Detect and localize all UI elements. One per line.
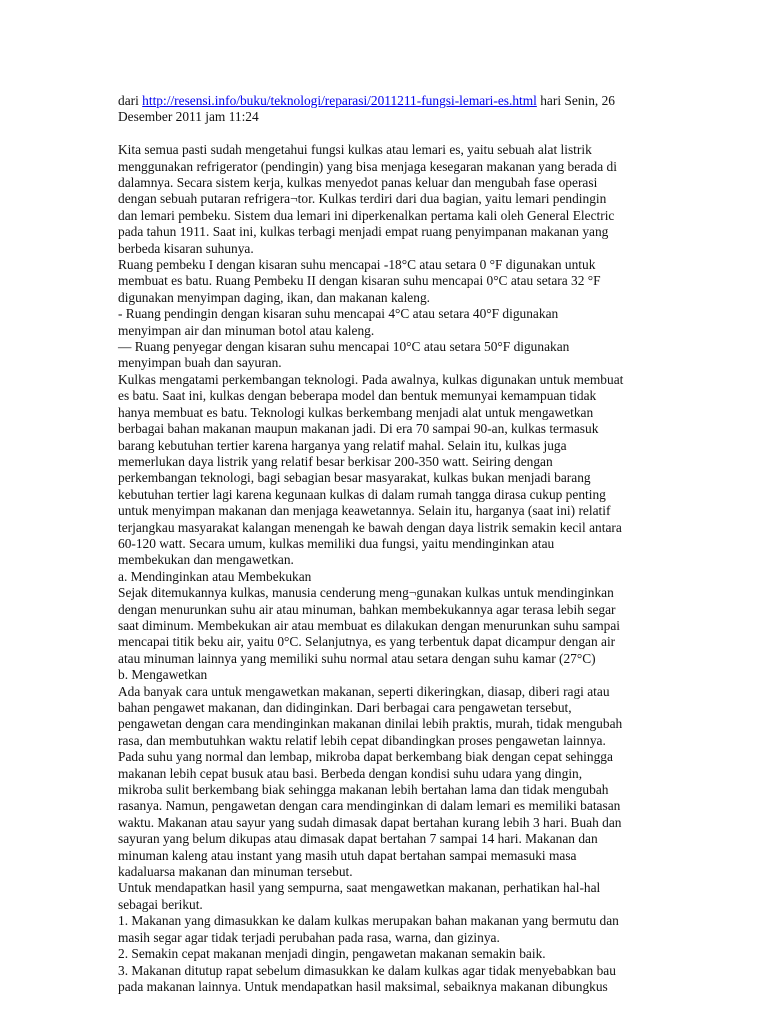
cooler-compartment-item: - Ruang pendingin dengan kisaran suhu mencapai 4°C atau setara 40°F digunakan menyimpan air dan minuman botol atau kaleng. bbox=[118, 306, 559, 338]
source-suffix: hari Senin, 26 Desember 2011 jam 11:24 bbox=[118, 93, 615, 125]
paragraph-gap bbox=[118, 126, 654, 142]
crisper-compartment-item: — Ruang penyegar dengan kisaran suhu mencapai 10°C atau setara 50°F digunakan menyimpan buah dan sayuran. bbox=[118, 339, 570, 371]
source-line bbox=[118, 93, 654, 126]
tip-item-3: 3. Makanan ditutup rapat sebelum dimasukkan ke dalam kulkas agar tidak menyebabkan bau pada makanan lainnya. Untuk mendapatkan hasil maksimal, sebaiknya makanan dibungkus bbox=[118, 962, 616, 994]
source-link[interactable]: http://resensi.info/buku/teknologi/reparasi/2011211-fungsi-lemari-es.html bbox=[142, 93, 537, 108]
cooling-paragraph: Sejak ditemukannya kulkas, manusia cenderung meng¬gunakan kulkas untuk mendinginkan dengan menurunkan suhu air atau minuman, bahkan membekukannya agar terasa lebih segar saat diminum. Membekukan air atau membuat es dilakukan dengan menurunkan suhu sampai mencapai titik beku air, yaitu 0°C. Selanjutnya, es yang terbentuk dapat dicampur dengan air atau minuman lainnya yang memiliki suhu normal atau setara dengan suhu kamar (27°C) bbox=[118, 585, 621, 666]
source-prefix: dari bbox=[118, 93, 143, 108]
document-body bbox=[118, 93, 654, 995]
preserving-paragraph: Ada banyak cara untuk mengawetkan makanan, seperti dikeringkan, diasap, diberi ragi atau bahan pengawet makanan, dan didinginkan. Dari berbagai cara pengawetan tersebut, pengawetan dengan cara mendinginkan makanan dinilai lebih praktis, murah, tidak mengubah rasa, dan membutuhkan waktu relatif lebih cepat dibandingkan proses pengawetan lainnya. Pada suhu yang normal dan lembap, mikroba dapat berkembang biak dengan cepat sehingga makanan lebih cepat busuk atau basi. Berbeda dengan kondisi suhu udara yang dingin, mikroba sulit berkembang biak sehingga makanan lebih bertahan lama dan tidak mengubah rasanya. Namun, pengawetan dengan cara mendinginkan di dalam lemari es memiliki batasan waktu. Makanan atau sayur yang sudah dimasak dapat bertahan kurang lebih 3 hari. Buah dan sayuran yang belum dikupas atau dimasak dapat bertahan 7 sampai 14 hari. Makanan dan minuman kaleng atau instant yang masih utuh dapat bertahan sampai memasuki masa kadaluarsa makanan dan minuman tersebut. bbox=[118, 683, 623, 880]
freezer-compartment-paragraph: Ruang pembeku I dengan kisaran suhu mencapai -18°C atau setara 0 °F digunakan untuk membuat es batu. Ruang Pembeku II dengan kisaran suhu mencapai 0°C atau setara 32 °F digunakan menyimpan daging, ikan, dan makanan kaleng. bbox=[118, 257, 601, 305]
technology-development-paragraph: Kulkas mengatami perkembangan teknologi. Pada awalnya, kulkas digunakan untuk membuat es batu. Saat ini, kulkas dengan beberapa model dan bentuk memunyai kemampuan tidak hanya membuat es batu. Teknologi kulkas berkembang menjadi alat untuk mengawetkan berbagai bahan makanan maupun makanan jadi. Di era 70 sampai 90-an, kulkas termasuk barang kebutuhan tertier karena harganya yang relatif mahal. Selain itu, kulkas juga memerlukan daya listrik yang relatif besar berkisar 200-350 watt. Seiring dengan perkembangan teknologi, bagi sebagian besar masyarakat, kulkas bukan menjadi barang kebutuhan tertier lagi karena kegunaan kulkas di dalam rumah tangga dirasa cukup penting untuk menyimpan makanan dan menjaga keawetannya. Selain itu, harganya (saat ini) relatif terjangkau masyarakat kalangan menengah ke bawah dengan daya listrik semakin kecil antara 60-120 watt. Secara umum, kulkas memiliki dua fungsi, yaitu mendinginkan atau membekukan dan mengawetkan. bbox=[118, 371, 624, 568]
intro-paragraph: Kita semua pasti sudah mengetahui fungsi kulkas atau lemari es, yaitu sebuah alat listrik menggunakan refrigerator (pendingin) yang bisa menjaga kesegaran makanan yang berada di dalamnya. Secara sistem kerja, kulkas menyedot panas keluar dan mengubah fase operasi dengan sebuah putaran refrigera¬tor. Kulkas terdiri dari dua bagian, yaitu lemari pendingin dan lemari pembeku. Sistem dua lemari ini diperkenalkan pertama kali oleh General Electric pada tahun 1911. Saat ini, kulkas terbagi menjadi empat ruang penyimpanan makanan yang berbeda kisaran suhunya. bbox=[118, 142, 617, 256]
section-heading-preserving: b. Mengawetkan bbox=[118, 667, 208, 683]
tip-item-2: 2. Semakin cepat makanan menjadi dingin, pengawetan makanan semakin baik. bbox=[118, 946, 546, 962]
section-heading-cooling: a. Mendinginkan atau Membekukan bbox=[118, 568, 312, 584]
tips-intro: Untuk mendapatkan hasil yang sempurna, saat mengawetkan makanan, perhatikan hal-hal sebagai berikut. bbox=[118, 880, 601, 912]
tip-item-1: 1. Makanan yang dimasukkan ke dalam kulkas merupakan bahan makanan yang bermutu dan masih segar agar tidak terjadi perubahan pada rasa, warna, dan gizinya. bbox=[118, 913, 619, 945]
